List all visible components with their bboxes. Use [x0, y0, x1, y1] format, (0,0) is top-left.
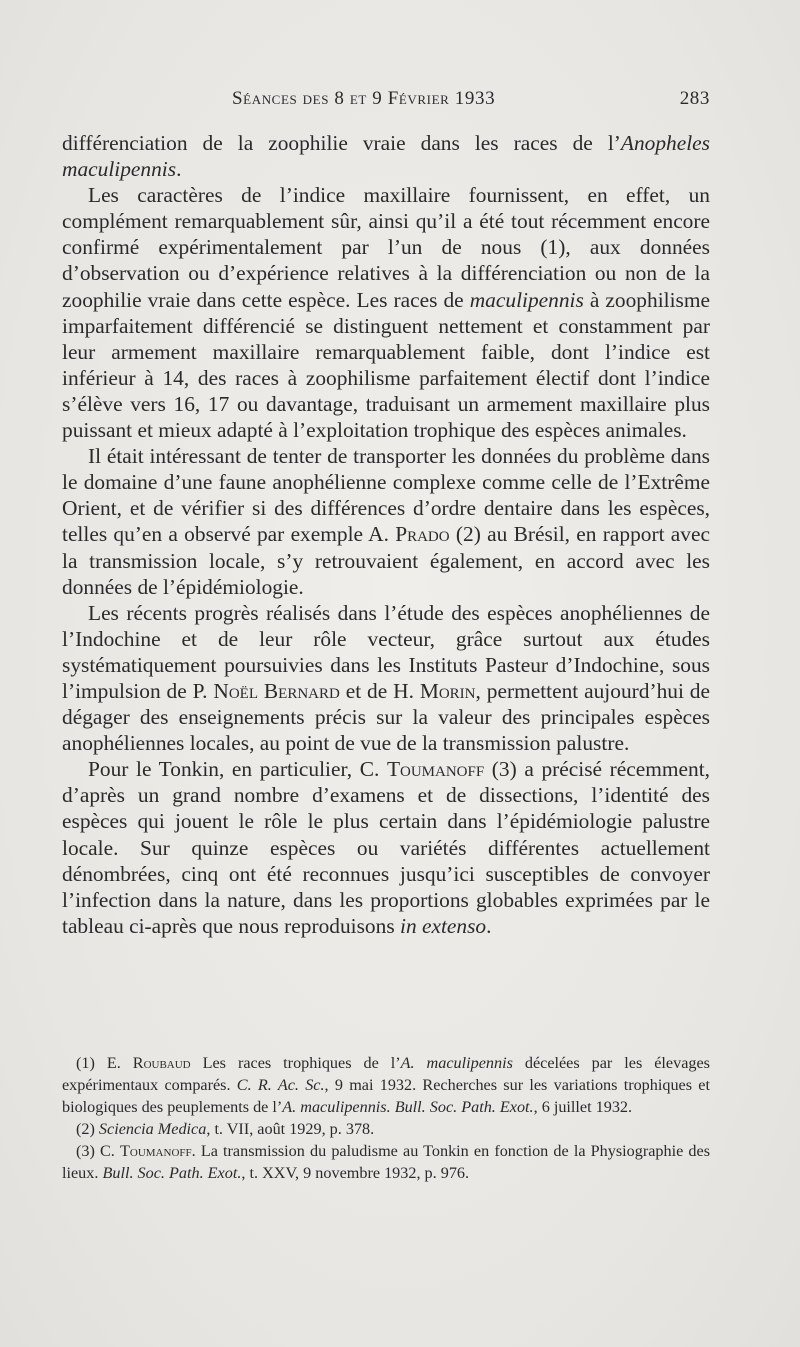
small-caps-run: Toumanoff — [120, 1142, 192, 1160]
footnote — [62, 1118, 710, 1140]
italic-run: in extenso — [400, 913, 487, 938]
text-run: . — [486, 913, 492, 938]
italic-run: C. R. Ac. Sc. — [236, 1076, 325, 1094]
text-run: Les caractères de l’indice maxillaire fournissent, en effet, un complément remarquablement sûr, ainsi qu’il a été tout récemment encore confirmé expérimentalement par l’un de nous (1), aux données d’observation ou d’expérience relatives à la différenciation ou non de la zoophilie vraie dans cette espèce. Les races de — [62, 183, 710, 312]
italic-run: A. maculipennis. Bull. Soc. Path. Exot. — [282, 1098, 534, 1116]
paragraph — [62, 443, 710, 600]
text-run: (3) a précisé récemment, d’après un grand nombre d’examens et de dissections, l’identité des espèces qui jouent le rôle le plus certain dans l’épidémiologie palustre locale. Sur quinze espèces ou variétés différentes actuellement dénombrées, cinq ont été reconnues jusqu’ici susceptibles de convoyer l’infection dans la nature, dans les proportions globables exprimées par le tableau ci-après que nous reproduisons — [62, 757, 710, 938]
text-run: Les récents progrès réalisés dans l’étude des espèces anophéliennes de l’Indochine et de leur rôle vecteur, grâce surtout aux études systématiquement poursuivies dans les Instituts Pasteur d’Indochine, sous l’impulsion de P. — [62, 600, 710, 703]
text-run: (2) — [76, 1120, 99, 1138]
italic-run: Bull. Soc. Path. Exot. — [102, 1164, 242, 1182]
text-run: , t. XXV, 9 novembre 1932, p. 976. — [241, 1164, 470, 1182]
footnotes — [62, 1052, 710, 1184]
text-run: , 6 juillet 1932. — [533, 1098, 633, 1116]
italic-run: maculipennis — [469, 287, 584, 312]
small-caps-run: Noël Bernard — [213, 678, 340, 703]
text-run: . — [176, 157, 182, 182]
text-run: (2) au Brésil, en rapport avec la transmission locale, s’y retrouvaient également, en accord avec les données de l’épidémiologie. — [62, 522, 710, 599]
small-caps-run: Prado — [395, 522, 450, 547]
text-run: Pour le Tonkin, en particulier, C. — [88, 757, 387, 782]
paragraph — [62, 182, 710, 443]
text-run: et de H. — [339, 678, 420, 703]
small-caps-run: Toumanoff — [386, 757, 485, 782]
paragraph — [62, 130, 710, 182]
text-run: . La transmission du paludisme au Tonkin en fonction de la Physiographie des lieux. — [62, 1142, 710, 1182]
text-run: (1) E. — [76, 1054, 133, 1072]
text-run: Les races trophiques de l’ — [190, 1054, 401, 1072]
text-run: (3) C. — [76, 1142, 120, 1160]
italic-run: Anopheles maculipennis — [62, 131, 710, 182]
footnote — [62, 1140, 710, 1184]
text-run: différenciation de la zoophilie vraie dans les races de l’ — [62, 131, 621, 155]
small-caps-run: Morin — [419, 678, 476, 703]
small-caps-run: Roubaud — [132, 1054, 191, 1072]
text-run: décelées par les élevages expérimentaux comparés. — [62, 1054, 710, 1094]
running-head — [62, 88, 710, 116]
text-run: à zoophilisme imparfaitement différencié se distinguent nettement et constamment par leur armement maxillaire remarquablement faible, dont l’indice est inférieur à 14, des races à zoophilisme parfaitement électif dont l’indice s’élève vers 16, 17 ou davantage, traduisant un armement maxillaire plus puissant et mieux adapté à l’exploitation trophique des espèces animales. — [62, 287, 710, 443]
text-run: , permettent aujourd’hui de dégager des enseignements précis sur la valeur des principales espèces anophéliennes locales, au point de vue de la transmission palustre. — [62, 678, 710, 756]
page-number: 283 — [679, 88, 710, 109]
text-run: Il était intéressant de tenter de transporter les données du problème dans le domaine d’une faune anophélienne complexe comme celle de l’Extrême Orient, et de vérifier si des différences d’ordre dentaire dans les espèces, telles qu’en a observé par exemple A. — [62, 444, 710, 547]
footnote — [62, 1052, 710, 1118]
body-text — [62, 130, 710, 939]
paragraph — [62, 600, 710, 757]
running-title: Séances des 8 et 9 Février 1933 — [232, 88, 496, 109]
text-run: , 9 mai 1932. Recherches sur les variations trophiques et biologiques des peuplements de l’ — [62, 1076, 710, 1116]
italic-run: A. maculipennis — [400, 1054, 513, 1072]
text-run: , t. VII, août 1929, p. 378. — [206, 1120, 375, 1138]
italic-run: Sciencia Medica — [98, 1120, 207, 1138]
paragraph — [62, 756, 710, 939]
